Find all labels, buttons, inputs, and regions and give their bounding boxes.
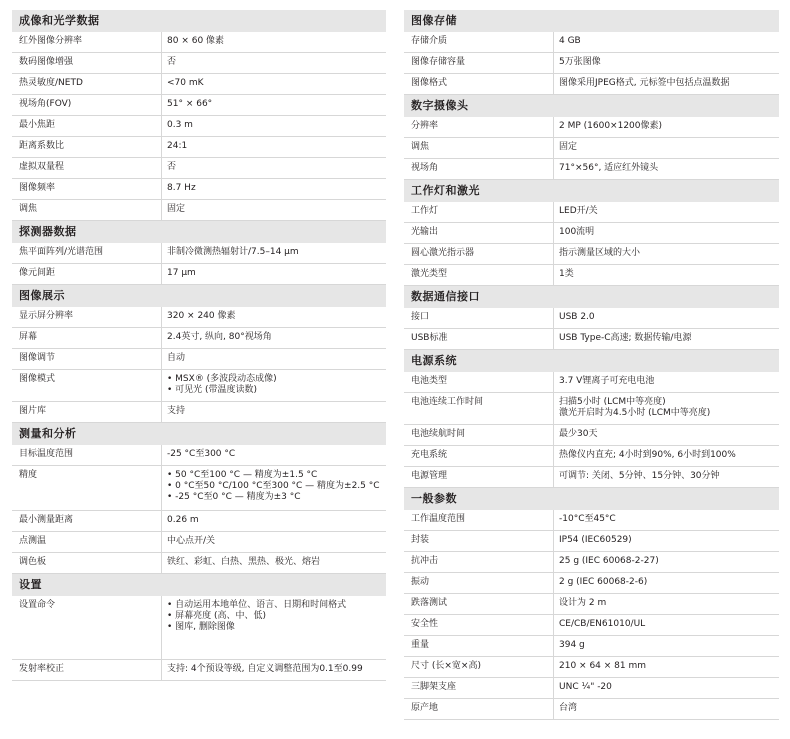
spec-label: 分辨率: [404, 117, 554, 137]
spec-value: [162, 53, 386, 73]
spec-value: [162, 200, 386, 220]
spec-value-line: IP54 (IEC60529): [559, 535, 632, 545]
spec-value-line: • 自动运用本地单位、语言、日期和时间格式: [167, 600, 347, 610]
section-header: 图像展示: [12, 285, 386, 307]
spec-value-line: • 0 °C至50 °C/100 °C至300 °C — 精度为±2.5 °C: [167, 481, 380, 491]
spec-value-line: 激光开启时为4.5小时 (LCM中等亮度): [559, 408, 711, 418]
spec-row: [12, 511, 386, 532]
spec-value: [554, 53, 779, 73]
spec-value-line: • 可见光 (带温度读数): [167, 385, 258, 395]
spec-value-line: 80 × 60 像素: [167, 36, 225, 46]
spec-value-line: 支持: [167, 406, 186, 416]
spec-row: [12, 179, 386, 200]
spec-label: 视场角: [404, 159, 554, 179]
spec-value-line: 0.3 m: [167, 120, 193, 130]
spec-row: [404, 552, 779, 573]
spec-label: 抗冲击: [404, 552, 554, 572]
section-header: 数据通信接口: [404, 286, 779, 308]
spec-value-line: 17 μm: [167, 268, 196, 278]
spec-value-line: 图像采用JPEG格式, 元标签中包括点温数据: [559, 78, 730, 88]
spec-label: 目标温度范围: [12, 445, 162, 465]
spec-value-line: 热像仪内直充; 4小时到90%, 6小时到100%: [559, 450, 736, 460]
spec-value: [162, 95, 386, 115]
spec-value: [554, 32, 779, 52]
spec-value-line: 否: [167, 57, 177, 67]
spec-value: [162, 402, 386, 422]
section-header: 工作灯和激光: [404, 180, 779, 202]
spec-label: 存储介质: [404, 32, 554, 52]
spec-row: [12, 532, 386, 553]
spec-row: [404, 53, 779, 74]
spec-row: [404, 265, 779, 286]
spec-row: [12, 553, 386, 574]
spec-row: [12, 200, 386, 221]
spec-row: [12, 349, 386, 370]
spec-value-line: 24:1: [167, 141, 188, 151]
spec-label: 热灵敏度/NETD: [12, 74, 162, 94]
spec-value-line: 210 × 64 × 81 mm: [559, 661, 647, 671]
spec-value: [554, 615, 779, 635]
spec-label: 跌落测试: [404, 594, 554, 614]
spec-label: 充电系统: [404, 446, 554, 466]
spec-value-line: 最少30天: [559, 429, 598, 439]
spec-row: [12, 158, 386, 179]
spec-label: 图像频率: [12, 179, 162, 199]
spec-label: 调焦: [12, 200, 162, 220]
spec-value-line: 可调节: 关闭、5分钟、15分钟、30分钟: [559, 471, 720, 481]
spec-row: [404, 138, 779, 159]
spec-label: 封装: [404, 531, 554, 551]
spec-row: [12, 596, 386, 660]
spec-label: 屏幕: [12, 328, 162, 348]
spec-value-line: LED开/关: [559, 206, 598, 216]
spec-value: [162, 553, 386, 573]
spec-row: [12, 53, 386, 74]
spec-value: [162, 116, 386, 136]
spec-row: [404, 159, 779, 180]
spec-value: [554, 531, 779, 551]
spec-label: 最小测量距离: [12, 511, 162, 531]
spec-label: 图像存储容量: [404, 53, 554, 73]
spec-value-line: 否: [167, 162, 177, 172]
spec-value-line: 设计为 2 m: [559, 598, 607, 608]
spec-value-line: 固定: [559, 142, 578, 152]
spec-label: 接口: [404, 308, 554, 328]
spec-value-line: 中心点开/关: [167, 536, 216, 546]
spec-value: [162, 370, 386, 401]
spec-row: [12, 402, 386, 423]
spec-value: [554, 552, 779, 572]
section-header: 数字摄像头: [404, 95, 779, 117]
spec-value: [162, 532, 386, 552]
spec-value-line: 固定: [167, 204, 186, 214]
spec-row: [404, 393, 779, 425]
spec-row: [404, 678, 779, 699]
spec-label: 设置命令: [12, 596, 162, 659]
spec-row: [404, 510, 779, 531]
spec-value: [554, 308, 779, 328]
section-header: 电源系统: [404, 350, 779, 372]
spec-value: [162, 264, 386, 284]
spec-value-line: 2 MP (1600×1200像素): [559, 121, 663, 131]
spec-row: [404, 531, 779, 552]
spec-value-line: USB Type-C高速; 数据传输/电源: [559, 333, 692, 343]
spec-label: 图片库: [12, 402, 162, 422]
spec-value-line: -10°C至45°C: [559, 514, 616, 524]
spec-row: [404, 615, 779, 636]
spec-value-line: 51° × 66°: [167, 99, 213, 109]
section-header: 设置: [12, 574, 386, 596]
spec-label: 电池连续工作时间: [404, 393, 554, 424]
spec-value: [554, 372, 779, 392]
spec-row: [404, 699, 779, 720]
spec-label: 电池续航时间: [404, 425, 554, 445]
spec-value: [554, 393, 779, 424]
spec-row: [12, 370, 386, 402]
spec-label: 图像调节: [12, 349, 162, 369]
right-spec-column: [404, 10, 779, 720]
spec-value: [162, 32, 386, 52]
section-header: 探测器数据: [12, 221, 386, 243]
spec-label: 激光类型: [404, 265, 554, 285]
spec-value-line: -25 °C至300 °C: [167, 449, 236, 459]
spec-row: [404, 657, 779, 678]
spec-value-line: 2.4英寸, 纵向, 80°视场角: [167, 332, 272, 342]
spec-value-line: • 屏幕亮度 (高、中、低): [167, 611, 267, 621]
spec-row: [12, 116, 386, 137]
spec-row: [12, 445, 386, 466]
spec-value-line: 5万张图像: [559, 57, 601, 67]
spec-row: [12, 264, 386, 285]
spec-label: 电池类型: [404, 372, 554, 392]
spec-value: [162, 179, 386, 199]
spec-label: 像元间距: [12, 264, 162, 284]
spec-row: [404, 32, 779, 53]
spec-row: [404, 467, 779, 488]
spec-label: 焦平面阵列/光谱范围: [12, 243, 162, 263]
spec-row: [404, 425, 779, 446]
spec-row: [12, 243, 386, 264]
spec-value-line: 100流明: [559, 227, 595, 237]
spec-label: 图像格式: [404, 74, 554, 94]
spec-value: [162, 660, 386, 680]
section-header: 成像和光学数据: [12, 10, 386, 32]
spec-value-line: 非制冷微测热辐射计/7.5–14 μm: [167, 247, 299, 257]
spec-row: [404, 223, 779, 244]
spec-value: [554, 223, 779, 243]
section-header: 一般参数: [404, 488, 779, 510]
spec-value-line: 25 g (IEC 60068-2-27): [559, 556, 659, 566]
spec-value: [162, 596, 386, 659]
spec-label: 光输出: [404, 223, 554, 243]
spec-row: [12, 466, 386, 511]
spec-label: 红外图像分辨率: [12, 32, 162, 52]
spec-value-line: 指示测量区域的大小: [559, 248, 641, 258]
spec-value: [554, 699, 779, 719]
spec-label: 尺寸 (长×宽×高): [404, 657, 554, 677]
spec-value-line: CE/CB/EN61010/UL: [559, 619, 646, 629]
spec-value: [162, 511, 386, 531]
spec-row: [404, 636, 779, 657]
spec-label: 显示屏分辨率: [12, 307, 162, 327]
spec-value: [162, 243, 386, 263]
section-header: 图像存储: [404, 10, 779, 32]
spec-value-line: 71°×56°, 适应红外镜头: [559, 163, 659, 173]
spec-value: [554, 329, 779, 349]
spec-value: [554, 244, 779, 264]
spec-value: [554, 467, 779, 487]
spec-value: [554, 657, 779, 677]
spec-value: [162, 158, 386, 178]
spec-row: [404, 446, 779, 467]
spec-label: 调色板: [12, 553, 162, 573]
spec-label: USB标准: [404, 329, 554, 349]
spec-value: [554, 159, 779, 179]
spec-value-line: 支持: 4个预设等级, 自定义调整范围为0.1至0.99: [167, 664, 363, 674]
spec-value: [162, 466, 386, 510]
spec-value: [554, 425, 779, 445]
left-spec-column: [12, 10, 386, 681]
spec-value-line: 铁红、彩虹、白热、黑热、极光、熔岩: [167, 557, 321, 567]
spec-row: [404, 329, 779, 350]
spec-row: [12, 328, 386, 349]
spec-row: [12, 137, 386, 158]
spec-row: [404, 202, 779, 223]
spec-value-line: 2 g (IEC 60068-2-6): [559, 577, 648, 587]
spec-label: 距离系数比: [12, 137, 162, 157]
section-header: 测量和分析: [12, 423, 386, 445]
spec-value-line: 4 GB: [559, 36, 581, 46]
spec-row: [404, 573, 779, 594]
spec-label: 最小焦距: [12, 116, 162, 136]
spec-value: [554, 265, 779, 285]
spec-value-line: 320 × 240 像素: [167, 311, 236, 321]
spec-label: 数码图像增强: [12, 53, 162, 73]
spec-value-line: <70 mK: [167, 78, 204, 88]
spec-value: [554, 636, 779, 656]
spec-value: [554, 446, 779, 466]
spec-value: [554, 573, 779, 593]
spec-label: 发射率校正: [12, 660, 162, 680]
spec-value-line: UNC ¼" -20: [559, 682, 612, 692]
spec-label: 电源管理: [404, 467, 554, 487]
spec-value-line: 台湾: [559, 703, 578, 713]
spec-label: 原产地: [404, 699, 554, 719]
spec-row: [12, 74, 386, 95]
spec-value: [554, 202, 779, 222]
spec-row: [12, 95, 386, 116]
spec-value: [554, 510, 779, 530]
spec-label: 视场角(FOV): [12, 95, 162, 115]
spec-value-line: 3.7 V锂离子可充电电池: [559, 376, 655, 386]
spec-row: [404, 74, 779, 95]
spec-value-line: USB 2.0: [559, 312, 595, 322]
spec-row: [404, 594, 779, 615]
spec-value-line: 0.26 m: [167, 515, 199, 525]
spec-value: [162, 328, 386, 348]
spec-row: [12, 660, 386, 681]
spec-value-line: • 50 °C至100 °C — 精度为±1.5 °C: [167, 470, 318, 480]
spec-label: 三脚架支座: [404, 678, 554, 698]
spec-label: 安全性: [404, 615, 554, 635]
spec-label: 虚拟双量程: [12, 158, 162, 178]
spec-value-line: • MSX® (多波段动态成像): [167, 374, 277, 384]
spec-row: [12, 32, 386, 53]
spec-value: [162, 307, 386, 327]
spec-value-line: 1类: [559, 269, 574, 279]
spec-value-line: 394 g: [559, 640, 585, 650]
spec-value: [162, 349, 386, 369]
spec-value-line: • -25 °C至0 °C — 精度为±3 °C: [167, 492, 301, 502]
spec-label: 点测温: [12, 532, 162, 552]
spec-row: [404, 117, 779, 138]
spec-value-line: 自动: [167, 353, 186, 363]
spec-row: [404, 372, 779, 393]
spec-row: [404, 244, 779, 265]
spec-label: 振动: [404, 573, 554, 593]
spec-value: [554, 138, 779, 158]
spec-value: [554, 678, 779, 698]
spec-label: 图像模式: [12, 370, 162, 401]
spec-value: [554, 74, 779, 94]
spec-label: 精度: [12, 466, 162, 510]
spec-value-line: 扫描5小时 (LCM中等亮度): [559, 397, 666, 407]
spec-value: [162, 137, 386, 157]
spec-label: 调焦: [404, 138, 554, 158]
spec-label: 工作温度范围: [404, 510, 554, 530]
spec-value: [554, 117, 779, 137]
spec-row: [12, 307, 386, 328]
spec-value: [162, 74, 386, 94]
spec-row: [404, 308, 779, 329]
spec-label: 重量: [404, 636, 554, 656]
spec-value: [554, 594, 779, 614]
spec-label: 工作灯: [404, 202, 554, 222]
spec-value: [162, 445, 386, 465]
spec-value-line: • 图库, 删除图像: [167, 622, 235, 632]
spec-value-line: 8.7 Hz: [167, 183, 196, 193]
spec-label: 圆心激光指示器: [404, 244, 554, 264]
